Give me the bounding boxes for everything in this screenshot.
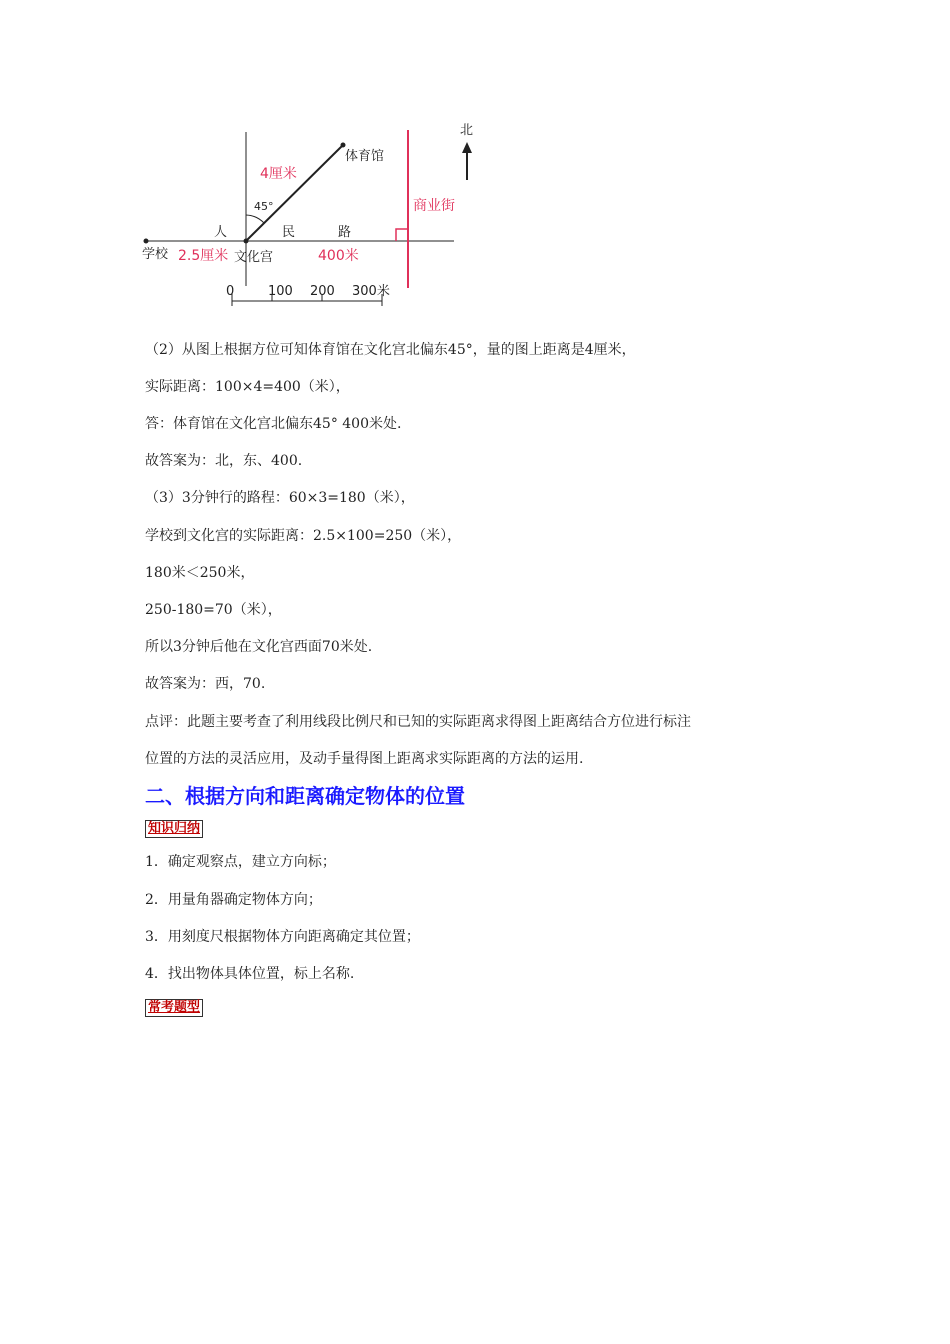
section-heading: 二、根据方向和距离确定物体的位置 — [145, 784, 465, 808]
distance-400-label: 400米 — [318, 248, 359, 264]
step-line: 3．用刻度尺根据物体方向距离确定其位置； — [145, 929, 420, 945]
north-label: 北 — [460, 123, 474, 138]
gym-point — [341, 143, 346, 148]
solution-line: 250-180=70（米）， — [145, 602, 282, 618]
solution-line: （2）从图上根据方位可知体育馆在文化宫北偏东45°，量的图上距离是4厘米， — [145, 342, 636, 358]
school-distance-label: 2.5厘米 — [178, 248, 229, 264]
scale-label-0: 0 — [226, 284, 235, 299]
solution-line: 180米＜250米， — [145, 565, 255, 581]
gym-label: 体育馆 — [345, 149, 385, 164]
solution-line: 故答案为：北，东、400. — [145, 453, 303, 469]
step-line: 4．找出物体具体位置，标上名称. — [145, 966, 355, 982]
solution-line: 所以3分钟后他在文化宫西面70米处. — [145, 639, 373, 655]
solution-line: 答：体育馆在文化宫北偏东45° 400米处. — [145, 416, 402, 432]
commerce-street-label: 商业街 — [413, 198, 455, 214]
step-line: 1．确定观察点，建立方向标； — [145, 854, 336, 870]
scale-label-300: 300米 — [352, 284, 390, 299]
questions-badge: 常考题型 — [145, 999, 203, 1017]
right-angle-mark — [396, 229, 408, 241]
school-label: 学校 — [142, 247, 169, 262]
map-diagram — [138, 118, 478, 318]
comment-line: 点评：此题主要考查了利用线段比例尺和已知的实际距离求得图上距离结合方位进行标注 — [145, 714, 691, 730]
palace-label: 文化宫 — [234, 250, 274, 265]
angle-arc — [246, 215, 264, 223]
gym-distance-label: 4厘米 — [260, 166, 297, 182]
scale-label-200: 200 — [310, 284, 335, 299]
road-label-1: 人 — [214, 225, 228, 240]
solution-line: 实际距离：100×4=400（米）， — [145, 379, 350, 395]
road-label-2: 民 — [282, 225, 296, 240]
comment-line: 位置的方法的灵活应用，及动手量得图上距离求实际距离的方法的运用. — [145, 751, 584, 767]
solution-line: 学校到文化宫的实际距离：2.5×100=250（米）， — [145, 528, 462, 544]
school-point — [144, 239, 149, 244]
palace-point — [244, 239, 249, 244]
angle-label: 45° — [254, 200, 274, 213]
solution-line: （3）3分钟行的路程：60×3=180（米）， — [145, 490, 415, 506]
road-label-3: 路 — [338, 225, 352, 240]
solution-line: 故答案为：西，70. — [145, 676, 266, 692]
north-arrow-icon — [462, 142, 472, 153]
scale-label-100: 100 — [268, 284, 293, 299]
knowledge-badge: 知识归纳 — [145, 820, 203, 838]
step-line: 2．用量角器确定物体方向； — [145, 892, 322, 908]
